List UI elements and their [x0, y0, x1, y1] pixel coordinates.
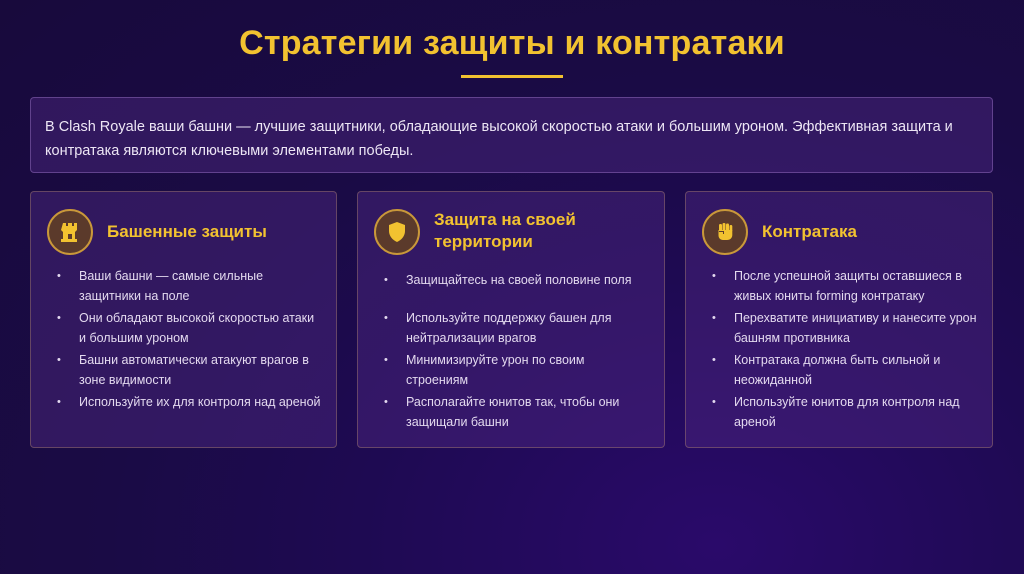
- slide-title: Стратегии защиты и контратаки: [239, 24, 785, 62]
- list-item: • Минимизируйте урон по своим строениям: [384, 350, 650, 390]
- intro-box: [30, 97, 993, 173]
- card-tower-defense: [30, 191, 337, 448]
- shield-icon: [374, 209, 420, 255]
- list-item: • После успешной защиты оставшиеся в живых юниты forming контратаку: [712, 266, 978, 306]
- bullet-list: [57, 266, 322, 414]
- list-item: • Они обладают высокой скоростью атаки и большим уроном: [57, 308, 322, 348]
- title-underline: [461, 75, 563, 78]
- list-item: • Используйте юнитов для контроля над ареной: [712, 392, 978, 432]
- fist-icon: [702, 209, 748, 255]
- card-counterattack: [685, 191, 993, 448]
- list-item: • Перехватите инициативу и нанесите урон башням противника: [712, 308, 978, 348]
- tower-icon: [47, 209, 93, 255]
- card-home-defense: [357, 191, 665, 448]
- card-title: Контратака: [762, 222, 857, 241]
- list-item: • Используйте поддержку башен для нейтрализации врагов: [384, 308, 650, 348]
- bullet-list: [384, 270, 650, 434]
- list-item: • Ваши башни — самые сильные защитники на поле: [57, 266, 322, 306]
- card-title: Башенные защиты: [107, 222, 267, 241]
- intro-text: В Clash Royale ваши башни — лучшие защитники, обладающие высокой скоростью атаки и большим уроном. Эффективная защита и контратака являются ключевыми элементами победы.: [45, 119, 953, 159]
- bullet-list: [712, 266, 978, 434]
- list-item: • Контратака должна быть сильной и неожиданной: [712, 350, 978, 390]
- list-item: • Используйте их для контроля над ареной: [57, 392, 322, 412]
- list-item: • Защищайтесь на своей половине поля: [384, 270, 650, 290]
- list-item: • Располагайте юнитов так, чтобы они защищали башни: [384, 392, 650, 432]
- card-title: Защита на своей территории: [434, 210, 576, 251]
- list-item: • Башни автоматически атакуют врагов в зоне видимости: [57, 350, 322, 390]
